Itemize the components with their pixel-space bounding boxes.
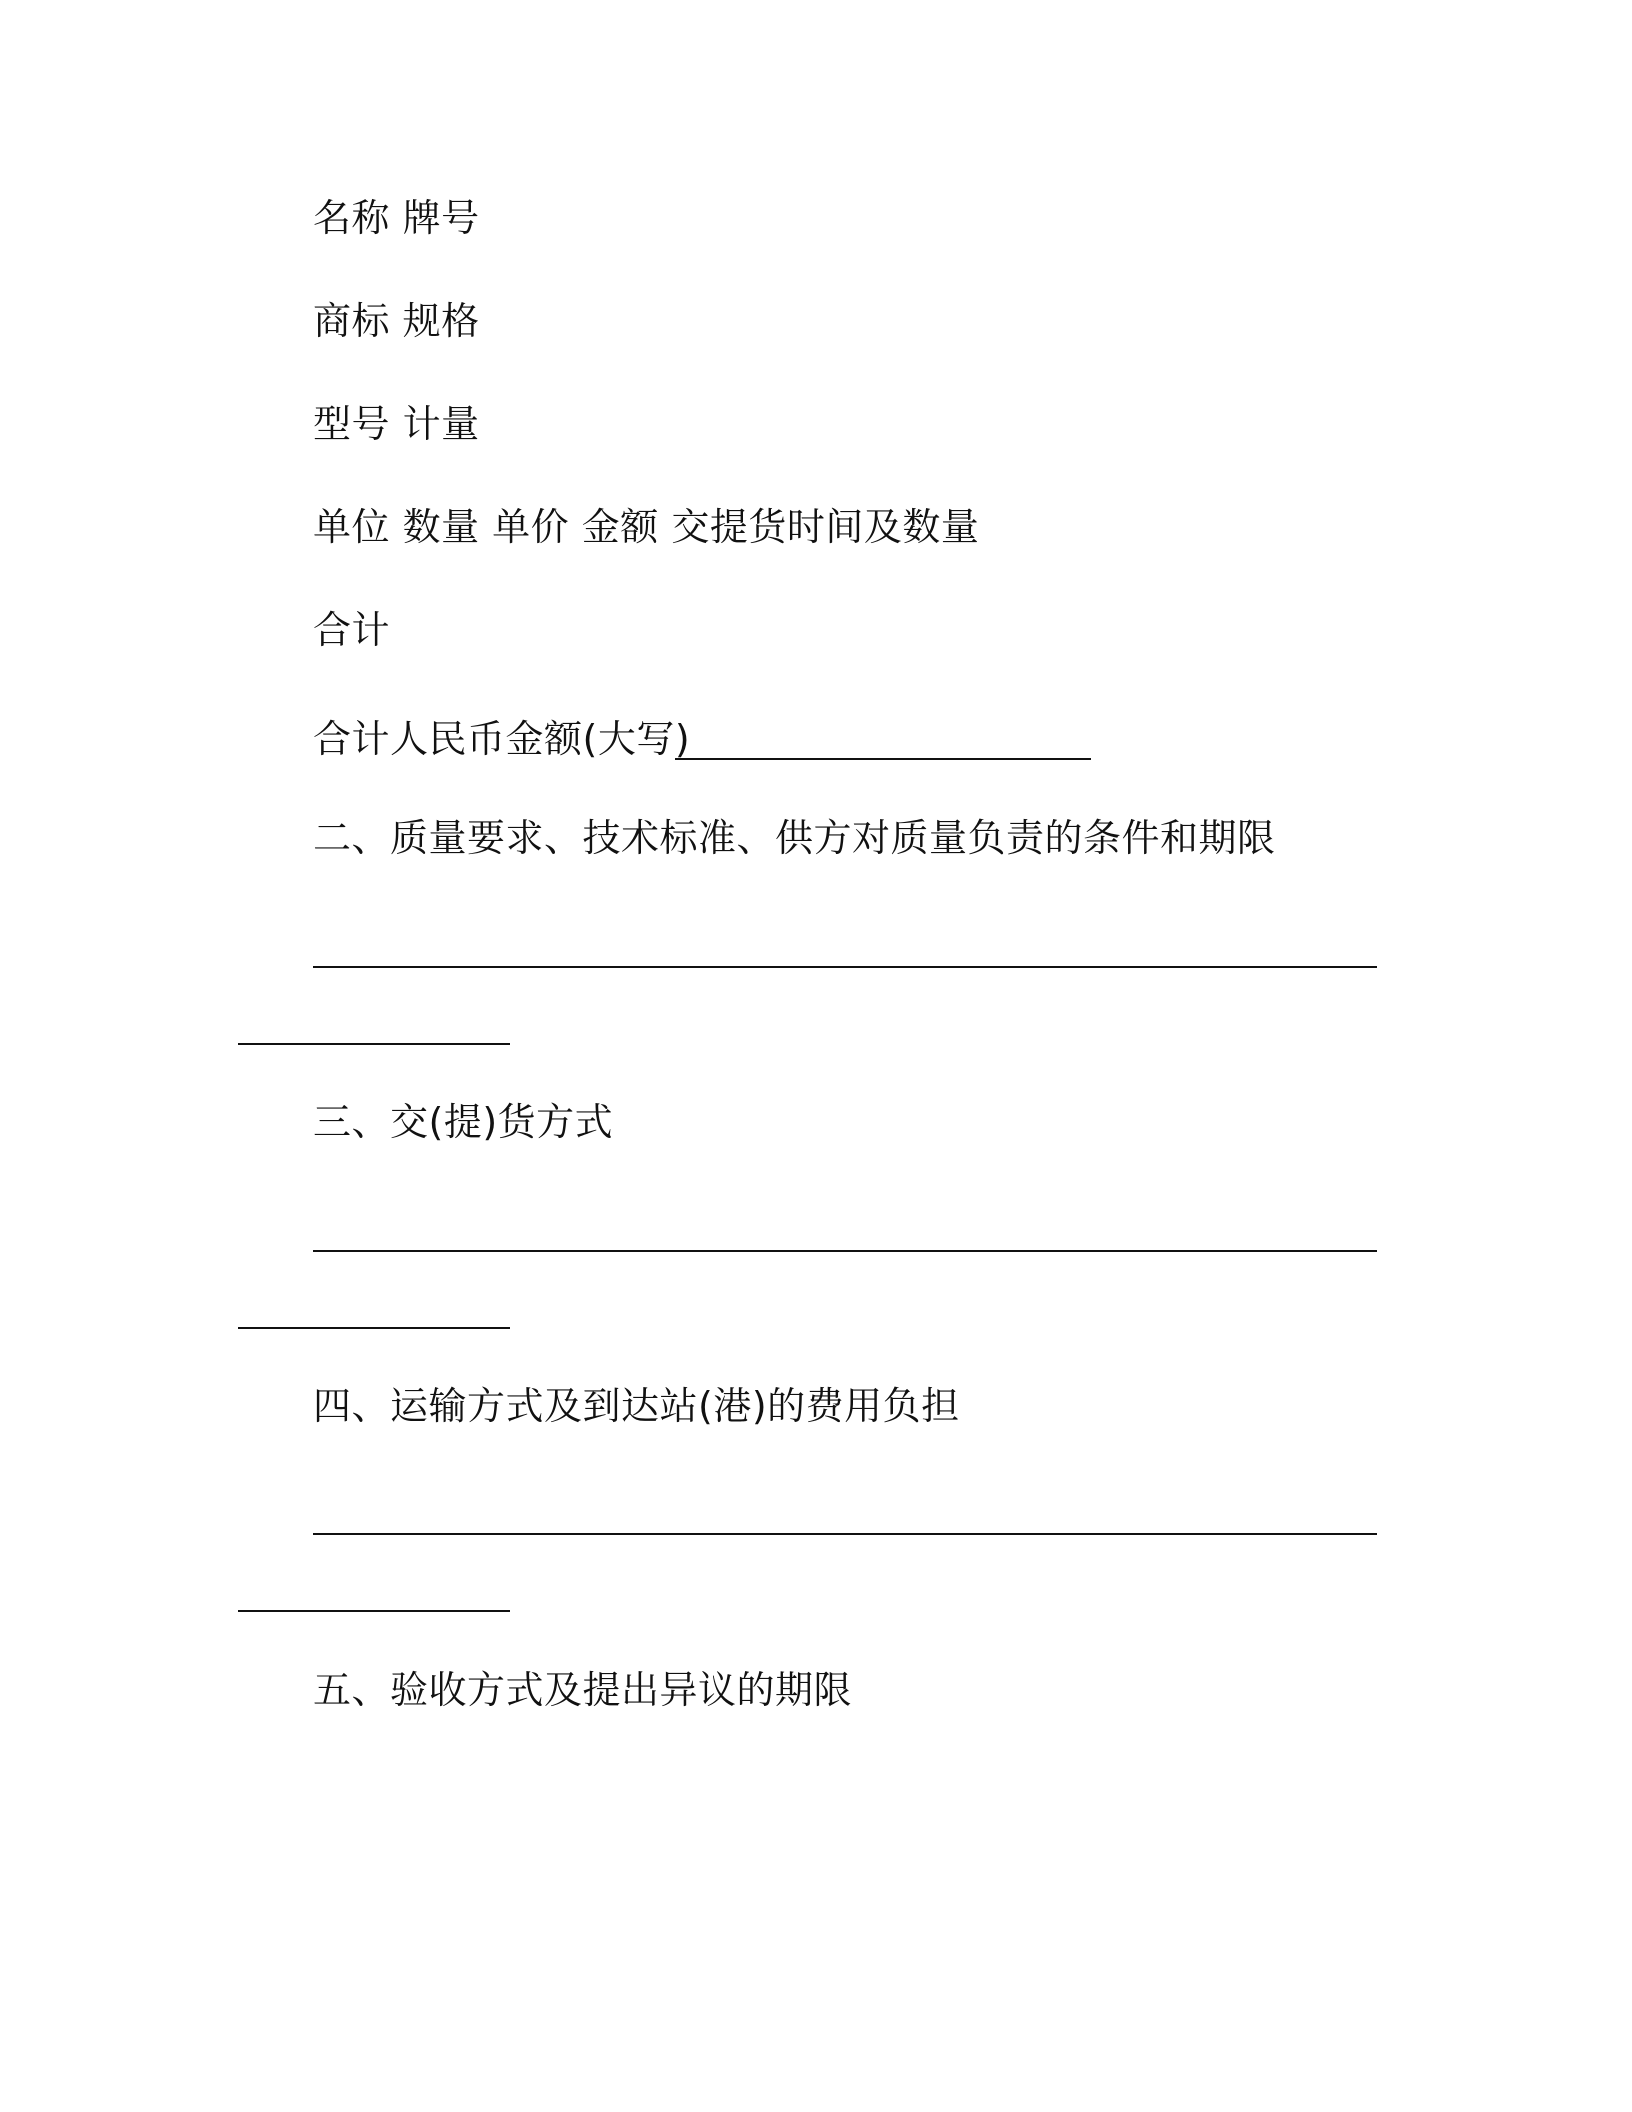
section-4-blank-line-1[interactable] — [313, 1533, 1377, 1535]
total-rmb-blank[interactable] — [675, 758, 1091, 760]
section-2-blank-line-1[interactable] — [313, 966, 1377, 968]
section-3-heading: 三、交(提)货方式 — [313, 1100, 614, 1144]
line-name-brand: 名称 牌号 — [313, 196, 480, 240]
line-model-measure: 型号 计量 — [313, 402, 480, 446]
line-unit-row: 单位 数量 单价 金额 交提货时间及数量 — [313, 505, 980, 549]
section-3-blank-line-1[interactable] — [313, 1250, 1377, 1252]
section-2-heading: 二、质量要求、技术标准、供方对质量负责的条件和期限 — [313, 816, 1276, 860]
section-4-blank-line-2[interactable] — [238, 1610, 510, 1612]
section-2-blank-line-2[interactable] — [238, 1043, 510, 1045]
line-total-rmb: 合计人民币金额(大写) — [313, 717, 691, 761]
line-total: 合计 — [313, 608, 391, 652]
section-3-blank-line-2[interactable] — [238, 1327, 510, 1329]
section-4-heading: 四、运输方式及到达站(港)的费用负担 — [313, 1384, 960, 1428]
section-5-heading: 五、验收方式及提出异议的期限 — [313, 1668, 853, 1712]
line-trademark-spec: 商标 规格 — [313, 299, 480, 343]
